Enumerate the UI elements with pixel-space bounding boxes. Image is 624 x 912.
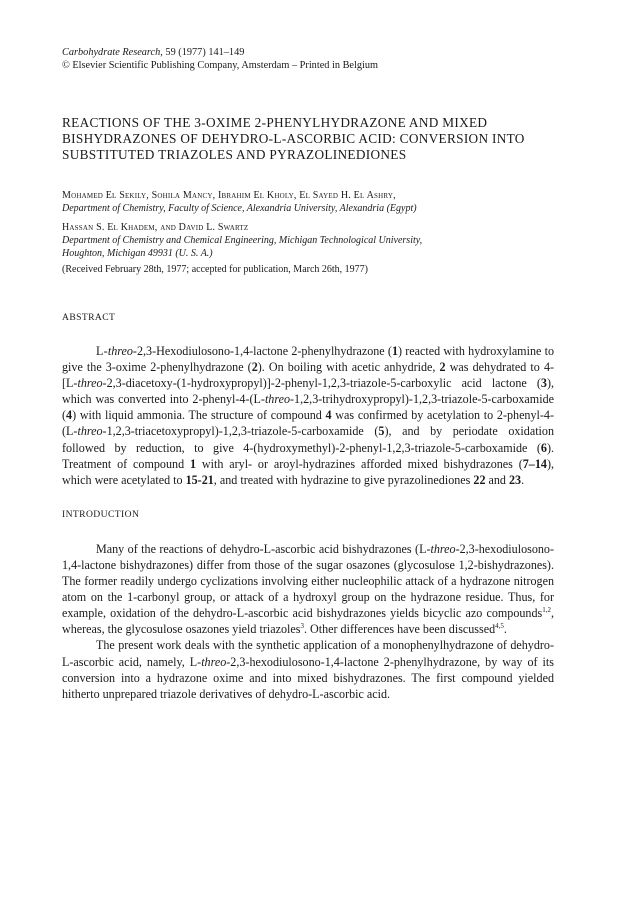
abstract-fragment: and (485, 472, 509, 487)
intro-fragment: threo (201, 654, 227, 669)
intro-fragment: . (503, 622, 507, 637)
journal-details: , 59 (1977) 141–149 (160, 47, 245, 58)
compound-number: 4 (66, 408, 73, 423)
authors-group-2: Hassan S. El Khadem, and David L. Swartz (62, 222, 249, 233)
intro-fragment: The present work deals with the synthetic application of a monophenylhydrazone of dehydro-L-ascorbic acid, namely, L- (62, 638, 554, 669)
intro-fragment: threo (430, 541, 456, 556)
compound-number: 1 (391, 344, 398, 358)
compound-number: 22 (473, 472, 486, 487)
introduction-paragraph-2 (62, 637, 554, 701)
abstract-fragment: threo (77, 376, 103, 391)
abstract-fragment: threo (264, 392, 291, 407)
compound-number: 6 (540, 440, 547, 455)
abstract-heading: ABSTRACT (62, 312, 116, 323)
intro-fragment: , whereas, the glycosulose osazones yield triazoles (62, 606, 554, 637)
abstract-fragment: threo (77, 424, 103, 439)
intro-fragment: Many of the reactions of dehydro-L-ascorbic acid bishydrazones (L- (96, 541, 431, 556)
abstract-text (62, 343, 554, 488)
compound-number: 3 (540, 376, 547, 391)
copyright-line: © Elsevier Scientific Publishing Company, Amsterdam – Printed in Belgium (62, 60, 379, 71)
abstract-fragment: threo (107, 344, 133, 358)
introduction-heading: INTRODUCTION (62, 508, 140, 520)
compound-number: 2 (251, 360, 258, 375)
compound-number: 5 (378, 424, 385, 439)
received-dates: (Received February 28th, 1977; accepted for publication, March 26th, 1977) (62, 264, 369, 275)
compound-number: 4 (325, 408, 332, 423)
compound-number: 1 (189, 456, 197, 471)
reference-marker: 1,2 (542, 606, 551, 615)
abstract-fragment: ), and by periodate oxidation followed by reduction, to give 4-(hydroxymethyl)-2-phenyl-1,2,3-triazole-5-carboxamide ( (62, 424, 555, 455)
abstract-fragment: -1,2,3-triacetoxypropyl)-1,2,3-triazole-5-carboxamide ( (102, 424, 379, 439)
journal-name: Carbohydrate Research (62, 47, 161, 58)
journal-citation (62, 46, 554, 59)
abstract-fragment: was confirmed by acetylation to 2-phenyl-4-(L- (62, 408, 554, 439)
abstract-fragment: ), which was converted into 2-phenyl-4-(L- (62, 376, 554, 407)
intro-fragment: -2,3-hexodiulosono-1,4-lactone 2-phenylhydrazone, by way of its conversion into a hydrazone oxime and into mixed bishydrazones. The first compound yielded hitherto unprepared triazole derivatives of dehydro-L-ascorbic acid. (62, 654, 554, 701)
abstract-fragment: ) with liquid ammonia. The structure of compound (72, 408, 326, 423)
abstract-fragment: was dehydrated to 4-[L- (62, 360, 555, 391)
abstract-fragment: ), which were acetylated to (62, 456, 554, 487)
abstract-fragment: ). On boiling with acetic anhydride, (257, 360, 440, 375)
abstract-fragment: -1,2,3-trihydroxypropyl)-1,2,3-triazole-5-carboxamide ( (62, 392, 554, 423)
abstract-fragment: , and treated with hydrazine to give pyrazolinediones (213, 472, 474, 487)
abstract-fragment: ) reacted with hydroxylamine to give the 3-oxime 2-phenylhydrazone ( (62, 344, 555, 375)
intro-fragment: . Other differences have been discussed (303, 622, 496, 637)
abstract-fragment: . (521, 472, 525, 487)
paper-title: REACTIONS OF THE 3-OXIME 2-PHENYLHYDRAZONE AND MIXED BISHYDRAZONES OF DEHYDRO-L-ASCORBIC ACID: CONVERSION INTO SUBSTITUTED TRIAZOLES AND PYRAZOLINEDIONES (62, 115, 525, 162)
compound-number: 7–14 (522, 456, 547, 471)
abstract-fragment: L- (96, 344, 108, 358)
paper-page (62, 46, 554, 702)
abstract-fragment: -2,3-Hexodiulosono-1,4-lactone 2-phenylhydrazone ( (132, 344, 392, 358)
abstract-fragment: with aryl- or aroyl-hydrazines afforded mixed bishydrazones ( (196, 456, 523, 471)
intro-fragment: -2,3-hexodiulosono-1,4-lactone bishydrazones) differ from those of the sugar osazones (glycosulose 1,2-bishydrazones). The former readily undergo cyclizations involving either nucleophilic attack of a hydrazone nitrogen atom on the 1-carbonyl group, or attack of a hydroxyl group on the hydrazone residue. Thus, for example, oxidation of the dehydro-L-ascorbic acid bishydrazones yields bicyclic azo compounds (62, 541, 554, 621)
reference-marker: 4,5 (495, 622, 504, 631)
abstract-fragment: -2,3-diacetoxy-(1-hydroxypropyl)]-2-phenyl-1,2,3-triazole-5-carboxylic acid lactone ( (102, 376, 541, 391)
affiliation-1: Department of Chemistry, Faculty of Science, Alexandria University, Alexandria (Egypt) (62, 203, 417, 214)
compound-number: 23 (509, 472, 522, 487)
affiliation-2-line-1: Department of Chemistry and Chemical Engineering, Michigan Technological University, (62, 235, 423, 246)
compound-number: 2 (439, 360, 446, 375)
authors-group-1: Mohamed El Sekily, Sohila Mancy, Ibrahim El Kholy, El Sayed H. El Ashry, (62, 190, 396, 201)
affiliation-2-line-2: Houghton, Michigan 49931 (U. S. A.) (62, 248, 213, 259)
introduction-paragraph-1 (62, 541, 554, 638)
compound-number: 15-21 (185, 472, 214, 487)
reference-marker: 3 (300, 622, 304, 631)
abstract-fragment: ). Treatment of compound (62, 440, 554, 471)
